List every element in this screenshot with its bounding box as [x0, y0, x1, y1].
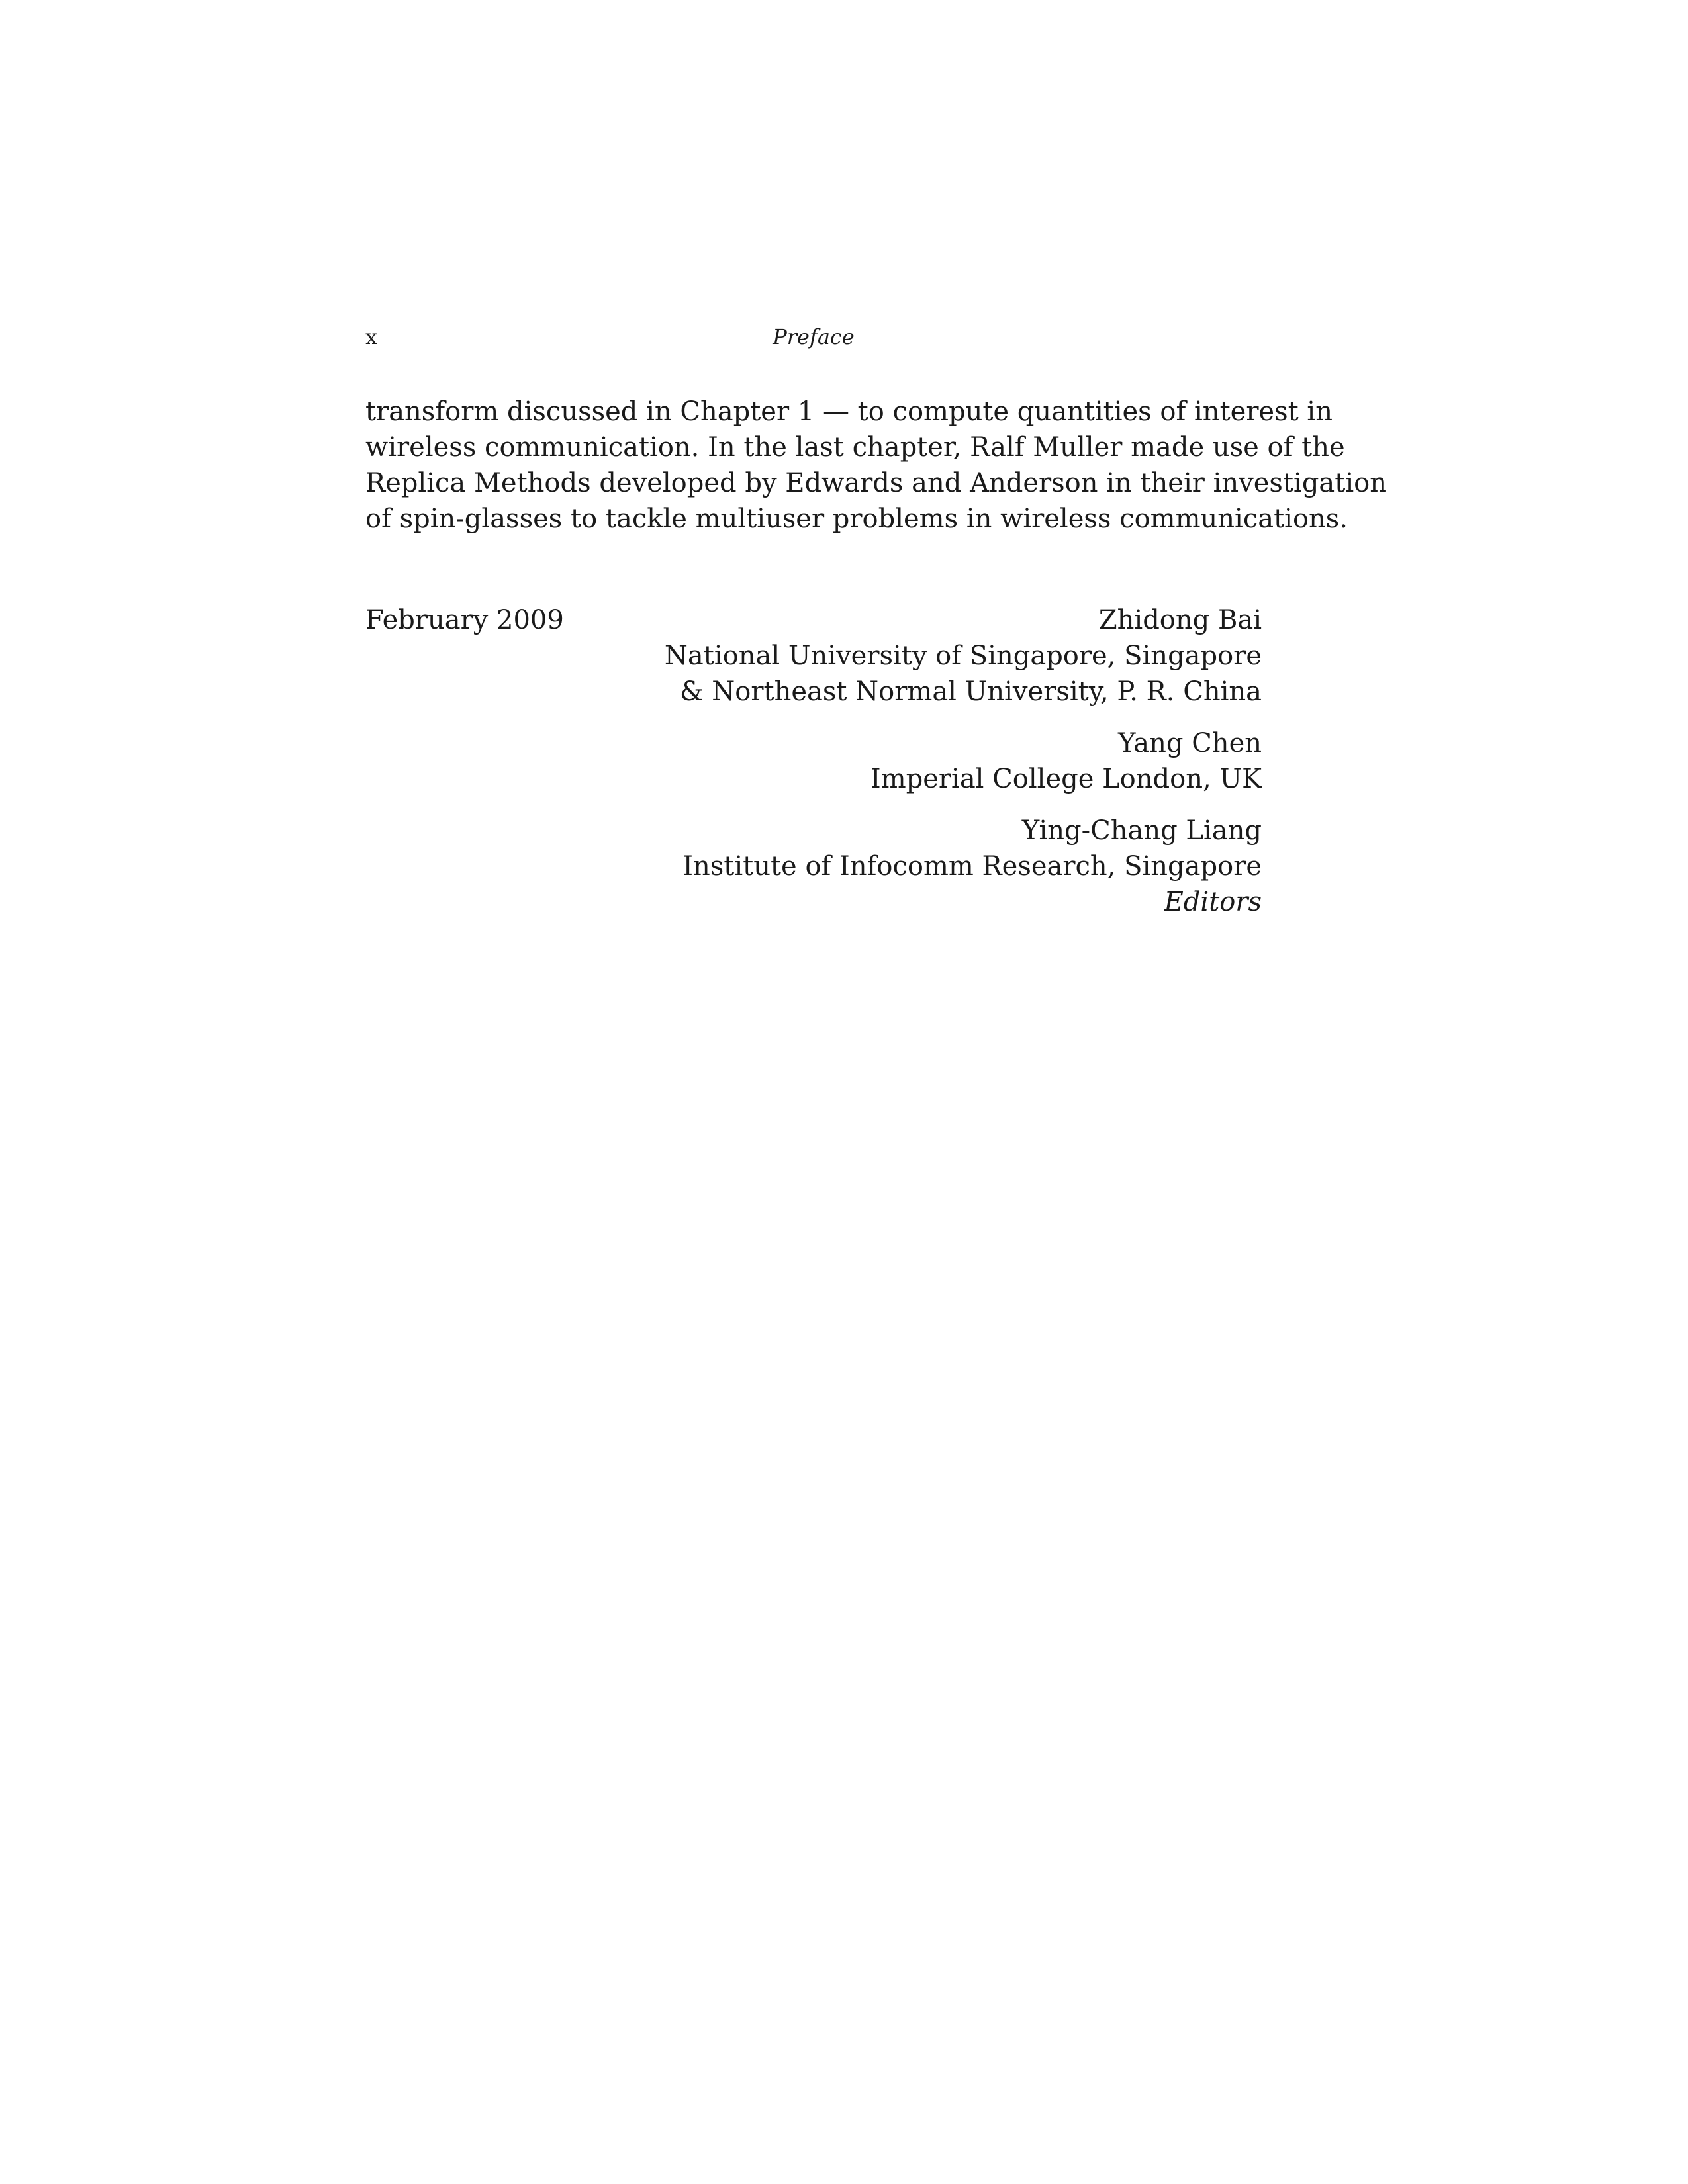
- signoff-date: February 2009: [365, 605, 564, 635]
- preface-paragraph: [365, 394, 1387, 537]
- editor-signatures: [662, 602, 1262, 920]
- editor-name: Yang Chen: [1117, 728, 1262, 758]
- running-title: Preface: [773, 324, 855, 349]
- editor-affiliation: National University of Singapore, Singapore: [664, 641, 1262, 671]
- page-number: x: [365, 324, 378, 349]
- editor-name: Ying-Chang Liang: [1021, 815, 1262, 846]
- editor-block: [662, 725, 1262, 797]
- editor-affiliation: & Northeast Normal University, P. R. China: [679, 676, 1262, 707]
- paragraph-line: Replica Methods developed by Edwards and Anderson in their investigation: [365, 468, 1387, 498]
- editor-block: [662, 813, 1262, 884]
- editors-label: Editors: [1164, 887, 1262, 917]
- editor-block: [662, 602, 1262, 709]
- editor-affiliation: Imperial College London, UK: [870, 764, 1262, 794]
- paragraph-line: wireless communication. In the last chapter, Ralf Muller made use of the: [365, 432, 1345, 463]
- editor-affiliation: Institute of Infocomm Research, Singapore: [682, 851, 1262, 882]
- paragraph-line: of spin-glasses to tackle multiuser problems in wireless communications.: [365, 504, 1348, 534]
- running-head: [365, 320, 1262, 353]
- paragraph-line: transform discussed in Chapter 1 — to compute quantities of interest in: [365, 396, 1333, 427]
- editor-name: Zhidong Bai: [1098, 605, 1262, 635]
